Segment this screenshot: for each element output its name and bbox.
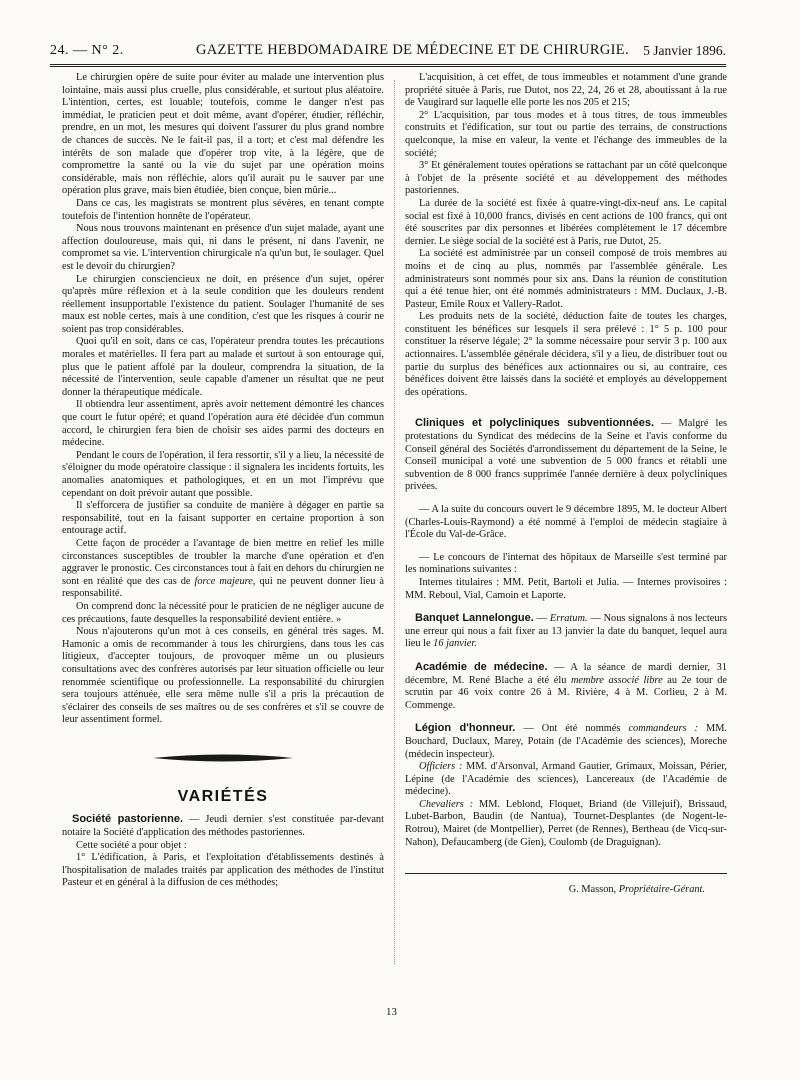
text-run: G. Masson,: [568, 884, 619, 896]
paragraph: On comprend donc la nécessité pour le praticien de ne négliger aucune de ces précautions, faute desquelles la responsabilité devient entière. »: [62, 600, 384, 625]
text-run: MM. d'Arsonval, Armand Gautier, Grimaux, Moissan, Périer, Lépine (de l'Académie des sciences), Lancereaux (de l'Académie de médecine).: [405, 761, 727, 798]
left-column: [62, 72, 384, 890]
paragraph: [405, 799, 727, 849]
paragraph: Dans ce cas, les magistrats se montrent plus sévères, en tenant compte toutefois de l'intention honnête de l'opérateur.: [62, 197, 384, 222]
paragraph: La société est administrée par un conseil composé de trois membres au moins et de cinq au plus, nommés par l'assemblée générale. Les administrateurs sont nommés pour six ans. Dans la réunion de constitution qui a été tenue hier, ont été nommés administrateurs : MM. Duclaux, J.-B. Pasteur, Emile Roux et Vallery-Radot.: [405, 248, 727, 310]
paragraph: Pendant le cours de l'opération, il fera ressortir, s'il y a lieu, la nécessité de s'éloigner du mode opératoire classique : il signalera les incidents fortuits, les anomalies anatomiques et pathologiques, et en un mot l'imprévu que cependant on doit prévoir autant que possible.: [62, 449, 384, 499]
paragraph: [62, 538, 384, 601]
news-heading: Légion d'honneur.: [415, 722, 516, 735]
publisher-signature: [405, 884, 727, 897]
paragraph: 1° L'édification, à Paris, et l'exploitation d'établissements destinés à l'hospitalisation de malades traités par application des méthodes de l'institut Pasteur et en général à la diffusion de ces méthodes;: [62, 852, 384, 889]
paragraph: Il s'efforcera de justifier sa conduite de manière à dégager en partie sa responsabilité, tout en la faisant supporter en certaine proportion à son entourage actif.: [62, 500, 384, 537]
paragraph: Les produits nets de la société, déduction faite de toutes les charges, constituent les bénéfices sur lesquels il sera prélevé : 1° 5 p. 100 pour constituer la réserve légale; 2° la somme nécessaire pour servir 3 p. 100 aux actionnaires. L'assemblée générale décidera, s'il y a lieu, de distribuer tout ou partie du surplus des bénéfices aux actionnaires ou si, au contraire, ces bénéfices doivent être laissés dans la société et employés au développement des opérations.: [405, 311, 727, 398]
right-column: [405, 72, 727, 897]
paragraph: — A la suite du concours ouvert le 9 décembre 1895, M. le docteur Albert (Charles-Louis-Raymond) a été nommé à l'emploi de médecin stagiaire à l'École du Val-de-Grâce.: [405, 504, 727, 541]
news-heading: Cliniques et polycliniques subventionnées.: [415, 417, 655, 430]
text-run: MM. Leblond, Floquet, Briand (de Villejuif), Brissaud, Lubet-Barbon, Baudin (de Nantua), Tournet-Desplantes (de Nogent-le-Rotrou), Mairet (de Montpellier), Perret (de Rennes), Bertheau (de Vicq-sur-Nahon), Defaucamberg (de Gien), Coulomb (de Draguignan).: [405, 798, 727, 848]
news-item-societe-pastorienne: [62, 813, 384, 839]
spacer: [405, 494, 727, 504]
column-divider: [394, 80, 395, 964]
spacer: [405, 542, 727, 552]
italic-text: Chevaliers :: [419, 798, 474, 810]
italic-text: force majeure: [194, 575, 253, 587]
text-run: — A la séance de mardi dernier, 31 décembre, M. René Blache a été élu: [405, 661, 727, 686]
header-rule: [50, 64, 726, 65]
paragraph: Il obtiendra leur assentiment, après avoir nettement démontré les chances que court le futur opéré; et quand l'opération aura été décidée d'un commun accord, le chirurgien fera bien de choisir ses aides parmi des docteurs en médecine.: [62, 399, 384, 449]
section-rule: [405, 873, 727, 874]
paragraph: Nous n'ajouterons qu'un mot à ces conseils, en général très sages. M. Hamonic a omis de recommander à tous les chirurgiens, dans tous les cas litigieux, d'accepter toujours, de provoquer même un ou plusieurs consultations avec des confrères autorisés par leur situation officielle ou leur renommée scientifique ou professionnelle. La responsabilité du chirurgien sera toujours atténuée, elle sera même nulle s'il a pris la précaution de s'éclairer des conseils de ses maîtres ou de ses confrères et s'il se couvre de leur assentiment formel.: [62, 626, 384, 726]
paragraph: 3° Et généralement toutes opérations se rattachant par un côté quelconque à l'objet de la présente société et au développement des méthodes pastoriennes.: [405, 160, 727, 197]
italic-text: Erratum.: [549, 613, 588, 625]
paragraph: — Le concours de l'internat des hôpitaux de Marseille s'est terminé par les nominations suivantes :: [405, 551, 727, 576]
page-issue-number: 24. — N° 2.: [50, 43, 124, 58]
section-title-varietes: VARIÉTÉS: [177, 787, 269, 805]
paragraph: Nous nous trouvons maintenant en présence d'un sujet malade, ayant une affection douloureuse, mais qui, ni dans le présent, ni dans l'avenir, ne compromet sa vie. L'intervention chirurgicale n'a qu'un but, le soulager. Quel est le devoir du chirurgien?: [62, 223, 384, 272]
journal-title: GAZETTE HEBDOMADAIRE DE MÉDECINE ET DE CHIRURGIE.: [196, 42, 629, 58]
italic-text: Propriétaire-Gérant.: [618, 884, 705, 896]
text-run: MM. Bouchard, Duclaux, Marey, Potain (de l'Académie des sciences), Moreche (médecin inspecteur).: [405, 723, 727, 760]
news-item-cliniques: [405, 417, 727, 494]
news-item-banquet: [405, 612, 727, 651]
italic-text: 16 janvier.: [433, 638, 477, 650]
paragraph: Le chirurgien consciencieux ne doit, en présence d'un sujet, opérer qu'après mûre réflexion et à la seule condition que les douleurs rendent réellement insupportable l'existence du patient. Soulager l'humanité de ses maux est noble certes, mais à une condition, c'est que les risques à courir ne soient pas trop considérables.: [62, 273, 384, 335]
news-heading: Banquet Lannelongue.: [415, 612, 534, 625]
italic-text: membre associé libre: [570, 674, 663, 686]
header-rule-double: [50, 66, 726, 67]
text-run: — Ont été nommés: [515, 723, 629, 735]
paragraph: Cette société a pour objet :: [76, 839, 187, 851]
paragraph: Quoi qu'il en soit, dans ce cas, l'opérateur prendra toutes les précautions morales et matérielles. Il fera part au malade et surtout à son entourage qui, plus que le patient affolé par la douleur, comprendra la situation, de la nécessité de l'intervention, seule capable d'amener un résultat que ne peut donner la thérapeutique médicale.: [62, 336, 384, 398]
text-run: , qui ne peuvent donner lieu à responsabilité.: [62, 575, 385, 600]
paragraph: [405, 761, 727, 799]
news-heading: Société pastorienne.: [72, 813, 184, 826]
text-run: Cette façon de procéder a l'avantage de bien mettre en relief les mille circonstances susceptibles de troubler la marche d'une opération et d'en aggraver le pronostic. Ces circonstances tout à fait en dehors du chirurgien ne sont en réalité que des cas de: [62, 537, 384, 587]
news-item-legion: [405, 722, 727, 761]
paragraph: L'acquisition, à cet effet, de tous immeubles et notamment d'une grande propriété située à Paris, rue Dutot, nos 22, 24, 26 et 28, aboutissant à la rue de Vaugirard sur laquelle elle porte les nos 205 et 215;: [405, 72, 727, 109]
paragraph: La durée de la société est fixée à quatre-vingt-dix-neuf ans. Le capital social est fixé à 10,000 francs, divisés en cent actions de 100 francs, qui ont été souscrites par dix personnes et libérées complètement le 17 décembre dernier. Le siège social de la société est à Paris, rue Dutot, 25.: [405, 197, 727, 247]
news-item-academie: [405, 661, 727, 712]
italic-text: commandeurs :: [628, 723, 698, 735]
italic-text: Officiers :: [419, 761, 463, 773]
paragraph: Le chirurgien opère de suite pour éviter au malade une intervention plus lointaine, mais aussi plus cruelle, plus considérable, et surtout plus aléatoire. L'intention, certes, est louable; toutefois, comme le danger n'est pas immédiat, le praticien peut et doit même, avant d'opérer, étudier, réfléchir, prendre, en un mot, les mesures qui doivent l'assurer du plus grand nombre de chances de succès. Ne le fait-il pas, il a tort; et c'est mal défendre les intérêts de son malade que d'opérer trop vite, à la légère, que de compromettre la santé ou la vie du sujet par une opération moins considérable, mais non réfléchie, alors qu'il aurait pu le sauver par une opération plus grave, mais bien étudiée, bien conçue, bien mûrie...: [62, 72, 384, 197]
paragraph: Internes titulaires : MM. Petit, Bartoli et Julia. — Internes provisoires : MM. Reboul, Vial, Camoin et Laporte.: [405, 576, 727, 601]
paragraph: 2° L'acquisition, par tous modes et à tous titres, de tous immeubles construits et l'édification, sur tout ou partie des terrains, de constructions quelconque, la mise en valeur, la vente et l'échange des immeubles de la société;: [405, 109, 727, 159]
page-number: 13: [386, 1006, 397, 1018]
news-heading: Académie de médecine.: [415, 660, 548, 673]
text-run: — Jeudi dernier s'est constituée par-devant notaire la Société d'application des méthodes pastoriennes.: [62, 814, 384, 839]
text-run: au 2e tour de scrutin par 46 voix contre 26 à M. Rivière, 4 à M. Corlieu, 2 à M. Commenge.: [405, 674, 727, 711]
text-run: — Nous signalons à nos lecteurs une erreur qui nous a fait fixer au 13 janvier la date du banquet, lequel aura lieu le: [405, 613, 728, 650]
page-header: [50, 0, 726, 72]
issue-date: 5 Janvier 1896.: [643, 43, 726, 58]
fleuron-ornament-icon: [153, 753, 293, 763]
text-run: —: [533, 613, 550, 625]
text-run: — Malgré les protestations du Syndicat des médecins de la Seine et l'avis conforme du Conseil général des Sociétés d'arrondissement du département de la Seine, le Conseil municipal a voté une subvention de 5 000 francs et rétabli une subvention de 8 000 francs supprimée l'année dernière à deux polycliniques privées.: [405, 418, 728, 493]
